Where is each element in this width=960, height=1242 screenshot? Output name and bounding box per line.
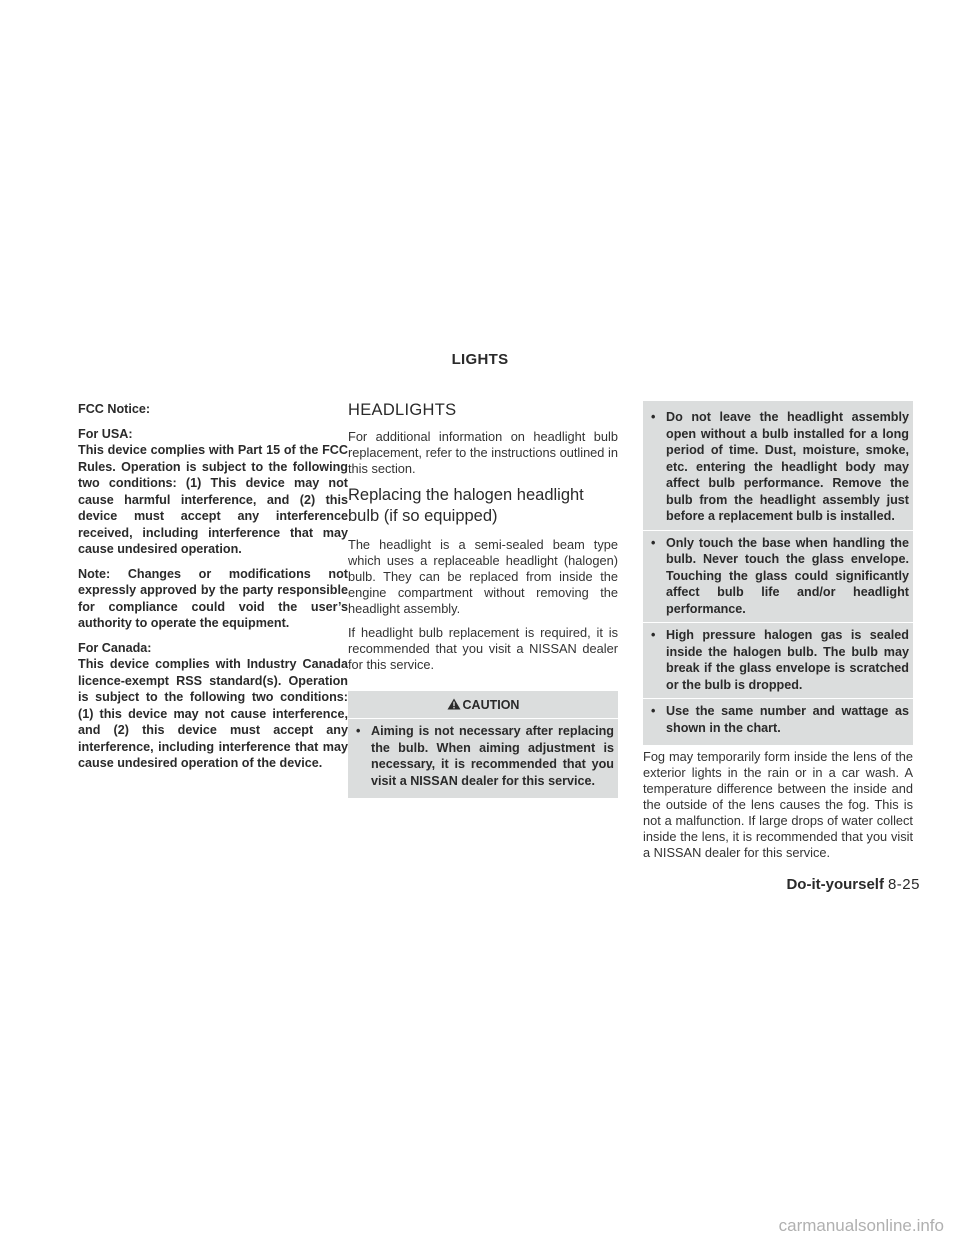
- headlights-heading: HEADLIGHTS: [348, 401, 457, 419]
- page-number: 8-25: [887, 876, 920, 893]
- fcc-notice-label: FCC Notice:: [78, 402, 151, 416]
- page-footer: [0, 876, 920, 894]
- caution-item: [643, 622, 913, 698]
- bullet-icon: •: [651, 535, 656, 550]
- left-column: [78, 401, 348, 780]
- bullet-icon: •: [356, 724, 361, 738]
- bullet-icon: •: [651, 704, 656, 718]
- middle-column: [348, 401, 618, 798]
- note-text: Note: Changes or modifications not expressly approved by the party responsible for compliance could void the user’s authority to operate the equipment.: [78, 566, 348, 630]
- caution-item: [643, 530, 913, 623]
- bullet-icon: •: [651, 410, 656, 424]
- headlights-intro: For additional information on headlight bulb replacement, refer to the instructions outlined in this section.: [348, 429, 618, 476]
- caution-item-text: High pressure halogen gas is sealed inside the halogen bulb. The bulb may break if the glass envelope is scratched or the bulb is dropped.: [666, 628, 909, 692]
- section-title: LIGHTS: [451, 351, 509, 368]
- caution-title-text: CAUTION: [462, 698, 520, 712]
- warning-triangle-icon: [447, 698, 461, 710]
- caution-item-text: Only touch the base when handling the bulb. Never touch the glass envelope. Touching the glass could significantly affect bulb life and/or headlight performance.: [666, 535, 909, 616]
- caution-item: [643, 405, 913, 530]
- right-column: [643, 401, 913, 869]
- caution-item: [348, 719, 618, 794]
- canada-text: This device complies with Industry Canada licence-exempt RSS standard(s). Operation is subject to the following two conditions: (1) this device may not cause interference, and (2) this device must accept any interference, including interference that may cause undesired operation of the device.: [78, 657, 348, 770]
- caution-item-text: Use the same number and wattage as shown in the chart.: [666, 704, 909, 735]
- caution-box-continued: [643, 401, 913, 745]
- caution-item: [643, 698, 913, 741]
- caution-item-text: Aiming is not necessary after replacing the bulb. When aiming adjustment is necessary, it is recommended that you visit a NISSAN dealer for this service.: [371, 724, 614, 788]
- dealer-paragraph: If headlight bulb replacement is required, it is recommended that you visit a NISSAN dealer for this service.: [348, 625, 618, 672]
- usa-text: This device complies with Part 15 of the FCC Rules. Operation is subject to the following two conditions: (1) This device may not cause harmful interference, and (2) this device must accept any interference received, including interference that may cause undesired operation.: [78, 443, 348, 556]
- caution-title: [348, 693, 618, 719]
- usa-label: For USA:: [78, 426, 133, 441]
- replacing-bulb-subheading: Replacing the halogen headlight bulb (if so equipped): [348, 486, 584, 525]
- footer-section-name: Do-it-yourself: [786, 876, 884, 893]
- beam-type-paragraph: The headlight is a semi-sealed beam type which uses a replaceable headlight (halogen) bulb. They can be replaced from inside the engine compartment without removing the headlight assembly.: [348, 537, 618, 616]
- canada-label: For Canada:: [78, 640, 152, 655]
- bullet-icon: •: [651, 628, 656, 642]
- caution-box: [348, 691, 618, 798]
- watermark: carmanualsonline.info: [778, 1216, 944, 1235]
- fog-paragraph: Fog may temporarily form inside the lens of the exterior lights in the rain or in a car wash. A temperature difference between the inside and the outside of the lens causes the fog. This is not a malfunction. If large drops of water collect inside the lens, it is recommended that you visit a NISSAN dealer for this service.: [643, 749, 913, 860]
- caution-item-text: Do not leave the headlight assembly open without a bulb installed for a long period of time. Dust, moisture, smoke, etc. entering the headlight body may affect bulb performance. Remove the bulb from the headlight assembly just before a replacement bulb is installed.: [666, 410, 909, 523]
